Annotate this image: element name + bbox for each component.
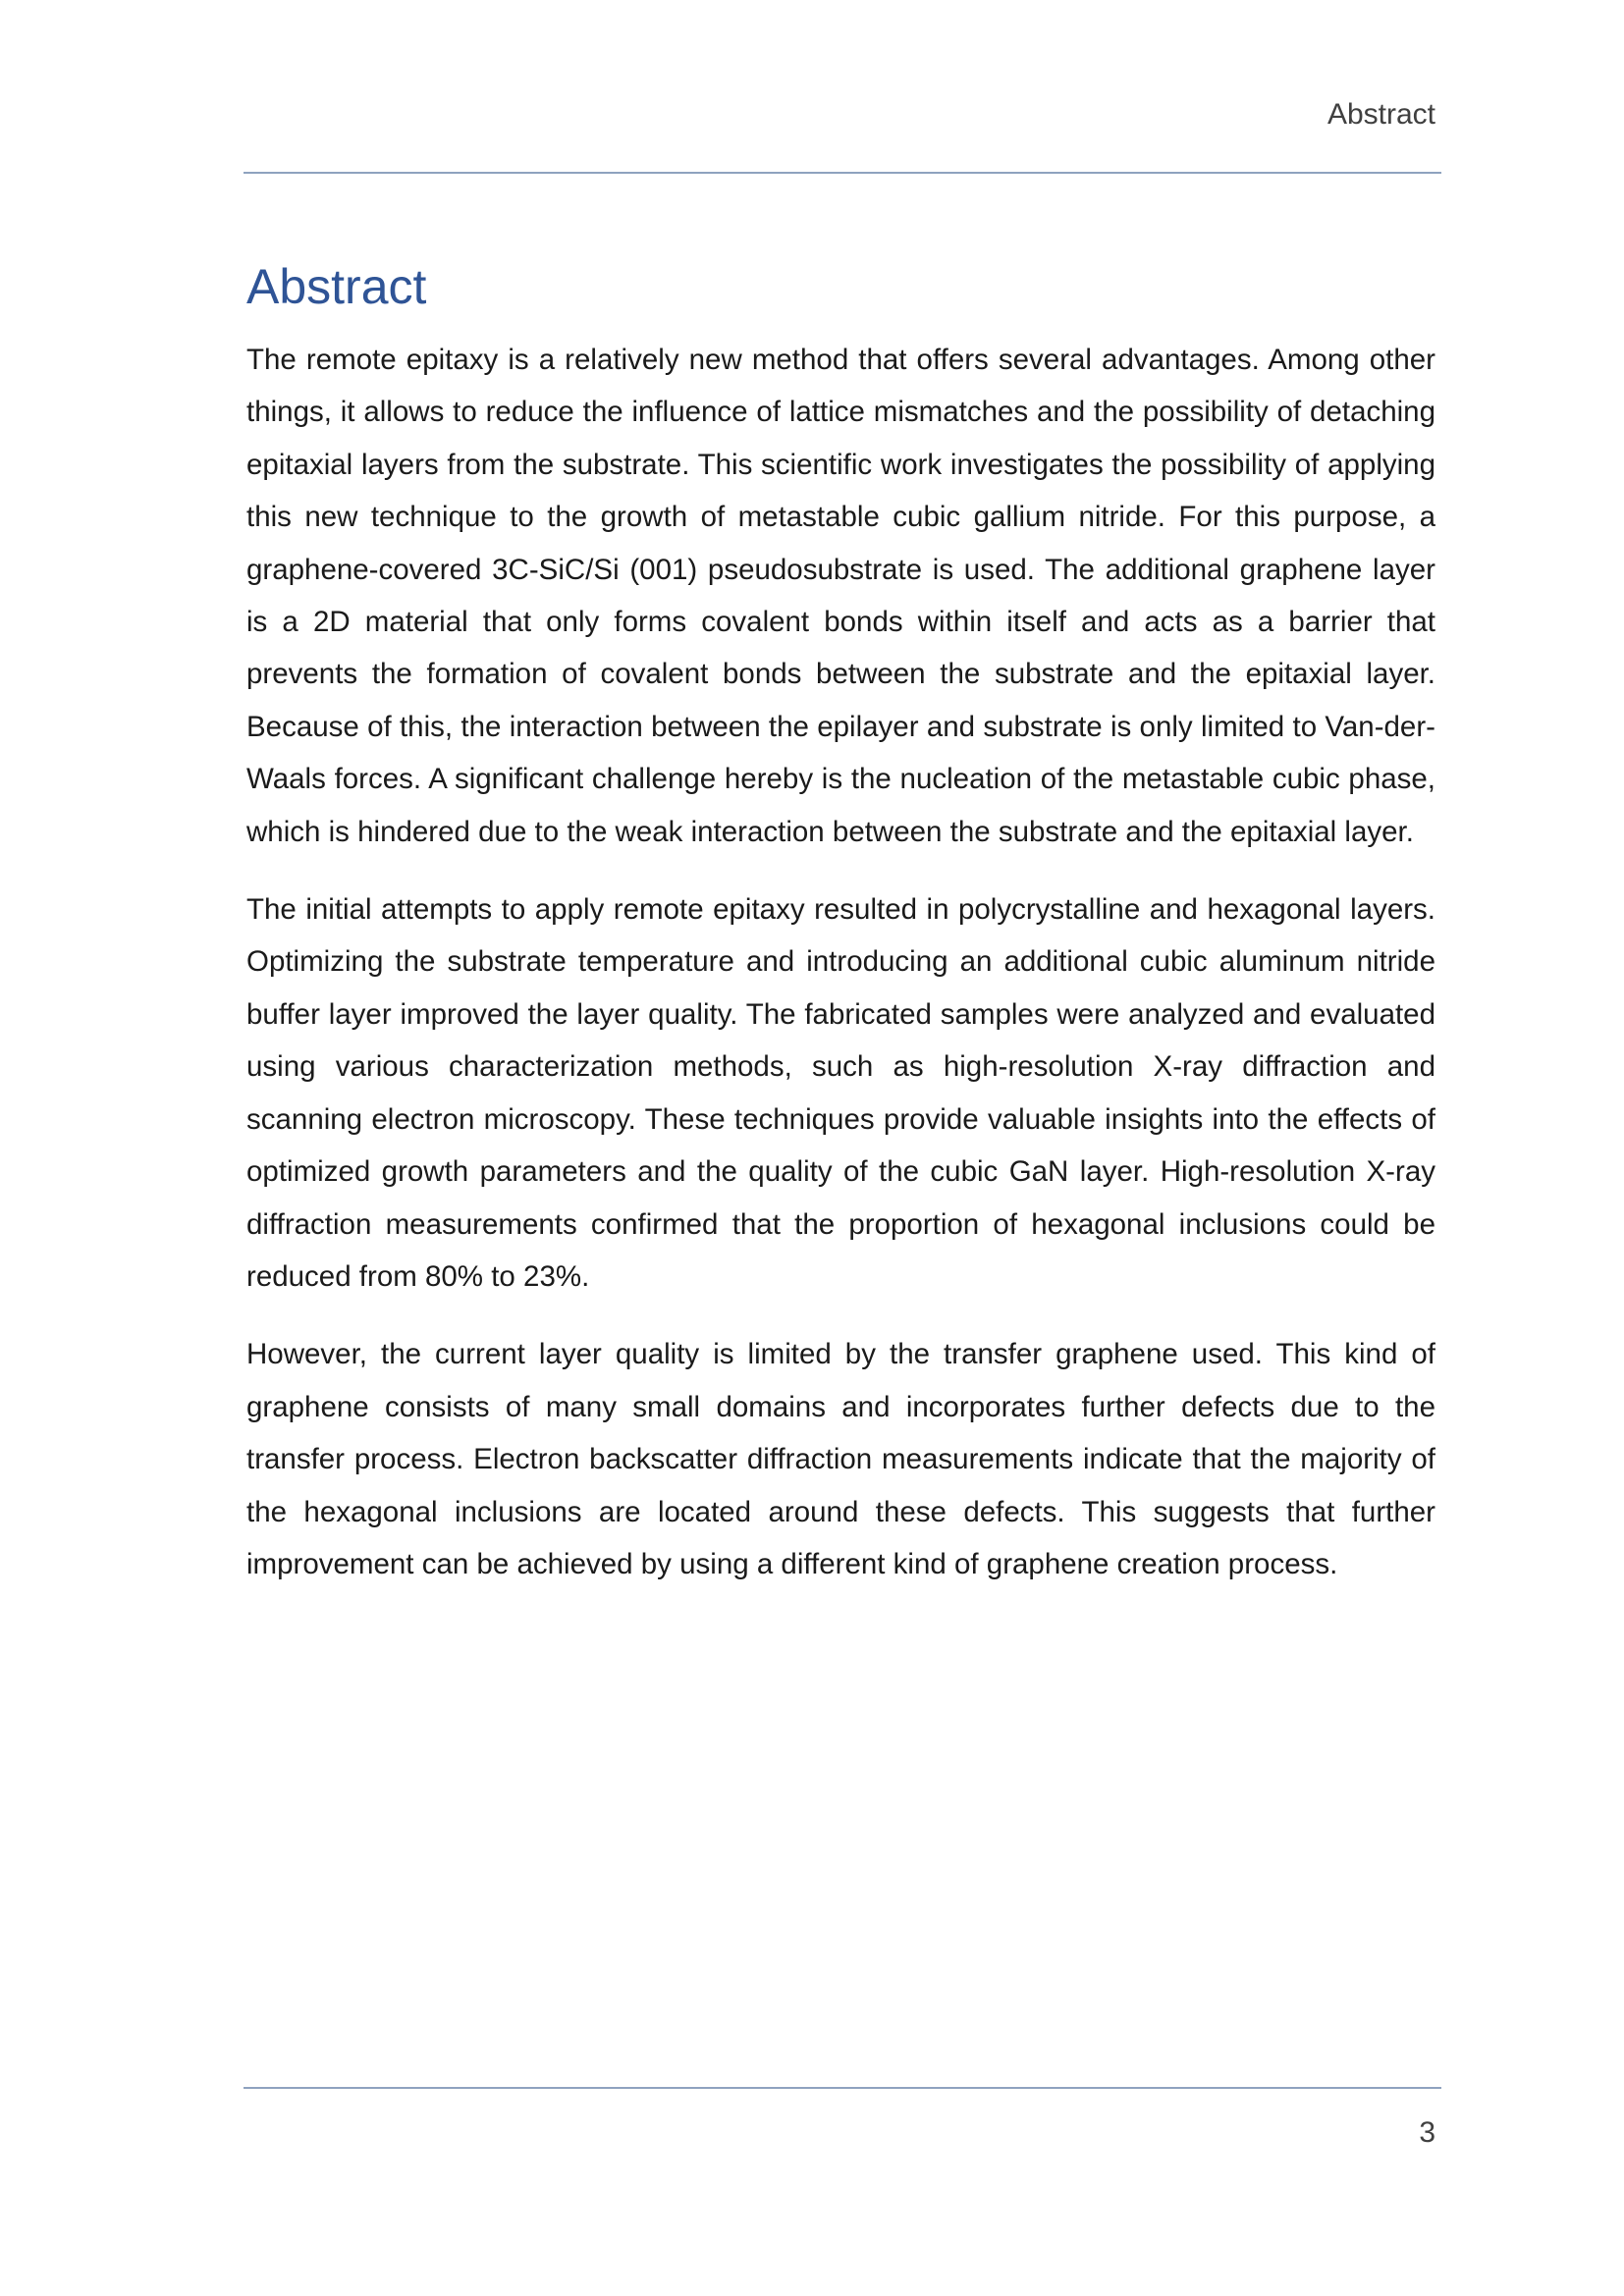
abstract-paragraph-2: The initial attempts to apply remote epitaxy resulted in polycrystalline and hexagonal layers. Optimizing the substrate temperature and introducing an additional cubic aluminum nitride buffer layer improved the layer quality. The fabricated samples were analyzed and evaluated using various characterization methods, such as high-resolution X-ray diffraction and scanning electron microscopy. These techniques provide valuable insights into the effects of optimized growth parameters and the quality of the cubic GaN layer. High-resolution X-ray diffraction measurements confirmed that the proportion of hexagonal inclusions could be reduced from 80% to 23%. [246,893,1435,1293]
running-header: Abstract [1326,98,1435,131]
abstract-paragraph-3: However, the current layer quality is limited by the transfer graphene used. This kind of graphene consists of many small domains and incorporates further defects due to the transfer process. Electron backscatter diffraction measurements indicate that the majority of the hexagonal inclusions are located around these defects. This suggests that further improvement can be achieved by using a different kind of graphene creation process. [246,1338,1435,1580]
page-number: 3 [1419,2116,1435,2149]
page-content [246,257,1435,1616]
abstract-paragraph-1: The remote epitaxy is a relatively new method that offers several advantages. Among other things, it allows to reduce the influence of lattice mismatches and the possibility of detaching epitaxial layers from the substrate. This scientific work investigates the possibility of applying this new technique to the growth of metastable cubic gallium nitride. For this purpose, a graphene-covered 3C-SiC/Si (001) pseudosubstrate is used. The additional graphene layer is a 2D material that only forms covalent bonds within itself and acts as a barrier that prevents the formation of covalent bonds between the substrate and the epitaxial layer. Because of this, the interaction between the epilayer and substrate is only limited to Van-der-Waals forces. A significant challenge hereby is the nucleation of the metastable cubic phase, which is hindered due to the weak interaction between the substrate and the epitaxial layer. [246,344,1435,848]
header-rule [244,172,1441,174]
footer-rule [244,2087,1441,2089]
section-title: Abstract [246,259,427,314]
